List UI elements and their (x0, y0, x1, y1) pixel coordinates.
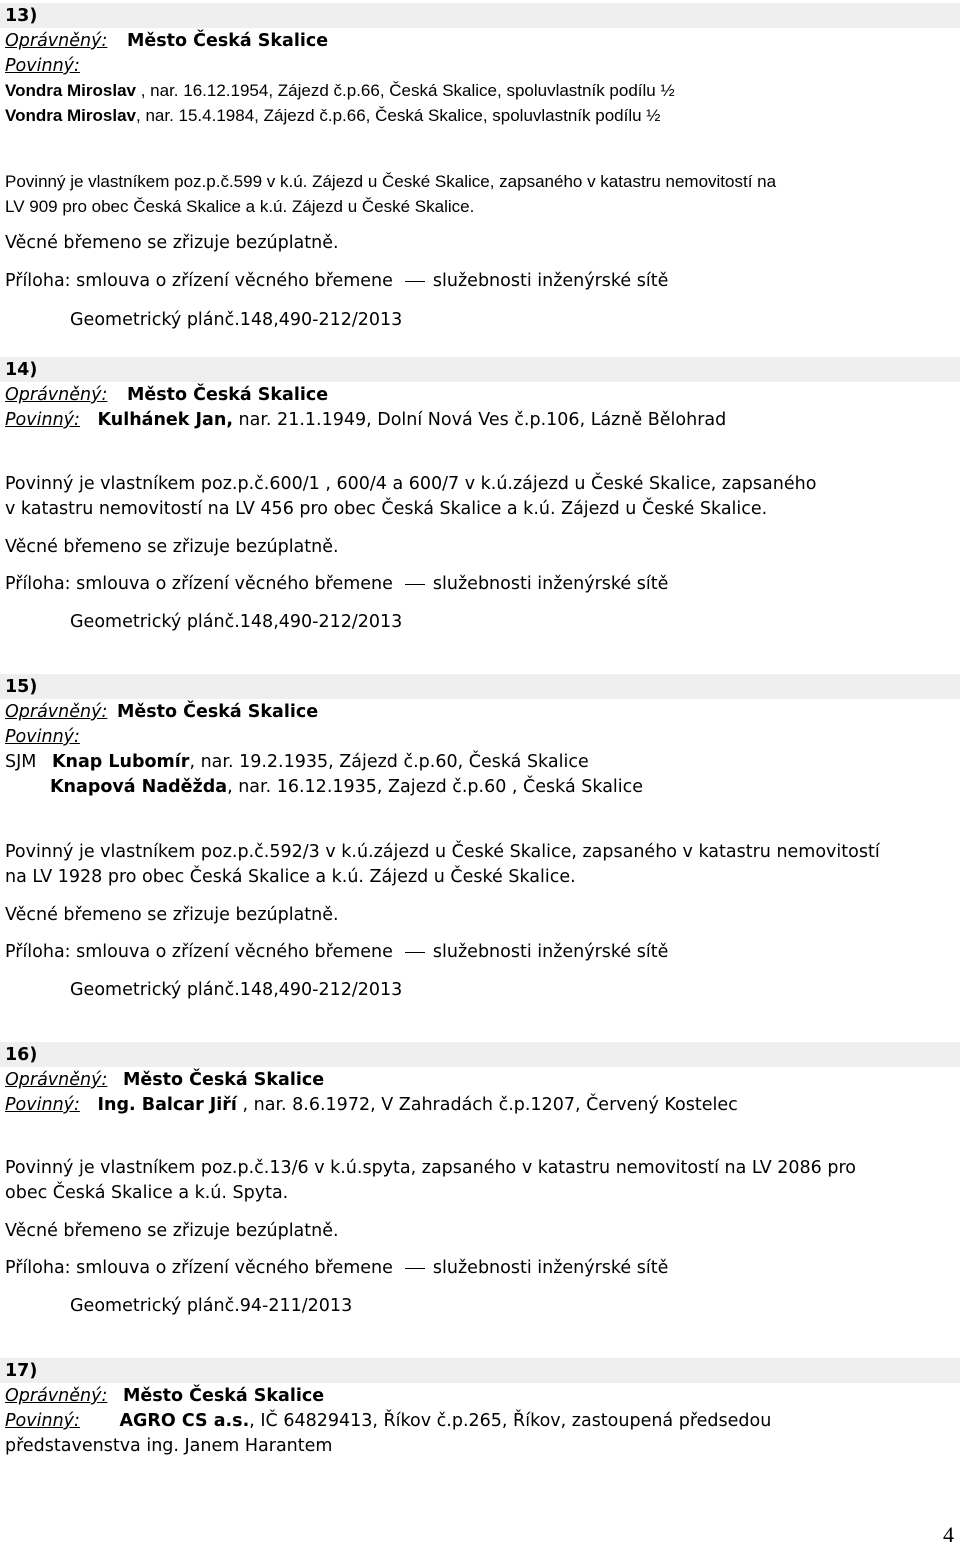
ownership-description: LV 909 pro obec Česká Skalice a k.ú. Zájezd u České Skalice. (5, 197, 475, 216)
owner-details: nar. 21.1.1949, Dolní Nová Ves č.p.106, Lázně Bělohrad (232, 410, 727, 430)
owner-name: Kulhánek Jan, (97, 410, 233, 430)
free-of-charge-note: Věcné břemeno se zřizuje bezúplatně. (5, 905, 339, 925)
ownership-description: Povinný je vlastníkem poz.p.č.13/6 v k.ú.spyta, zapsaného v katastru nemovitostí na LV 2086 pro (5, 1158, 856, 1178)
annex-label: Příloha: smlouva o zřízení věcného břemene (5, 942, 393, 962)
sjm-label: SJM (5, 752, 37, 772)
povinny-label: Povinný: (5, 56, 80, 76)
owner-name: Vondra Miroslav (5, 106, 136, 125)
owner-details-continued: představenstva ing. Janem Harantem (5, 1436, 333, 1456)
ownership-description: obec Česká Skalice a k.ú. Spyta. (5, 1183, 289, 1203)
owner-name: Vondra Miroslav (5, 81, 136, 100)
free-of-charge-note: Věcné břemeno se zřizuje bezúplatně. (5, 537, 339, 557)
owner-details: , IČ 64829413, Říkov č.p.265, Říkov, zastoupená předsedou (249, 1411, 772, 1431)
dash-divider (405, 281, 425, 282)
annex-label: Příloha: smlouva o zřízení věcného břemene (5, 271, 393, 291)
opravneny-label: Oprávněný: (5, 1070, 108, 1090)
opravneny-value: Město Česká Skalice (116, 702, 319, 722)
owner-name: Knapová Naděžda (50, 777, 228, 797)
section-number: 17) (5, 1361, 38, 1381)
dash-divider (405, 1268, 425, 1269)
opravneny-value: Město Česká Skalice (126, 31, 329, 51)
geometric-plan: Geometrický plánč.148,490-212/2013 (70, 980, 403, 1000)
section-header-band (0, 3, 960, 28)
annex-label: Příloha: smlouva o zřízení věcného břemene (5, 574, 393, 594)
section-header-band (0, 357, 960, 382)
owner-name: Ing. Balcar Jiří (97, 1095, 237, 1115)
povinny-label: Povinný: (5, 1095, 80, 1115)
dash-divider (405, 952, 425, 953)
povinny-label: Povinný: (5, 1411, 80, 1431)
ownership-description: Povinný je vlastníkem poz.p.č.599 v k.ú. Zájezd u České Skalice, zapsaného v katastru nemovitostí na (5, 172, 777, 191)
ownership-description: v katastru nemovitostí na LV 456 pro obec Česká Skalice a k.ú. Zájezd u České Skalice. (5, 499, 768, 519)
geometric-plan: Geometrický plánč.148,490-212/2013 (70, 310, 403, 330)
ownership-description: na LV 1928 pro obec Česká Skalice a k.ú. Zájezd u České Skalice. (5, 867, 576, 887)
opravneny-value: Město Česká Skalice (126, 385, 329, 405)
section-number: 15) (5, 677, 38, 697)
annex-label: Příloha: smlouva o zřízení věcného břemene (5, 1258, 393, 1278)
section-number: 13) (5, 6, 38, 26)
dash-divider (405, 584, 425, 585)
owner-details: , nar. 16.12.1954, Zájezd č.p.66, Česká Skalice, spoluvlastník podílu ½ (136, 81, 675, 100)
opravneny-label: Oprávněný: (5, 1386, 108, 1406)
page-number: 4 (943, 1522, 954, 1547)
section-header-band (0, 674, 960, 699)
section-number: 14) (5, 360, 38, 380)
annex-type: služebnosti inženýrské sítě (432, 271, 669, 291)
opravneny-label: Oprávněný: (5, 31, 108, 51)
owner-name: Knap Lubomír (51, 752, 190, 772)
ownership-description: Povinný je vlastníkem poz.p.č.600/1 , 600/4 a 600/7 v k.ú.zájezd u České Skalice, zapsaného (5, 474, 817, 494)
annex-type: služebnosti inženýrské sítě (432, 1258, 669, 1278)
annex-type: služebnosti inženýrské sítě (432, 574, 669, 594)
geometric-plan: Geometrický plánč.94-211/2013 (70, 1296, 353, 1316)
free-of-charge-note: Věcné břemeno se zřizuje bezúplatně. (5, 1221, 339, 1241)
povinny-label: Povinný: (5, 410, 80, 430)
free-of-charge-note: Věcné břemeno se zřizuje bezúplatně. (5, 233, 339, 253)
opravneny-value: Město Česká Skalice (122, 1386, 325, 1406)
section-number: 16) (5, 1045, 38, 1065)
opravneny-value: Město Česká Skalice (122, 1070, 325, 1090)
annex-type: služebnosti inženýrské sítě (432, 942, 669, 962)
povinny-label: Povinný: (5, 727, 80, 747)
owner-details: , nar. 16.12.1935, Zajezd č.p.60 , Česká Skalice (227, 777, 644, 797)
owner-details: , nar. 15.4.1984, Zájezd č.p.66, Česká Skalice, spoluvlastník podílu ½ (136, 106, 661, 125)
section-header-band (0, 1042, 960, 1067)
opravneny-label: Oprávněný: (5, 385, 108, 405)
owner-name: AGRO CS a.s. (119, 1411, 250, 1431)
section-header-band (0, 1358, 960, 1383)
geometric-plan: Geometrický plánč.148,490-212/2013 (70, 612, 403, 632)
opravneny-label: Oprávněný: (5, 702, 108, 722)
owner-details: , nar. 19.2.1935, Zájezd č.p.60, Česká Skalice (189, 752, 589, 772)
ownership-description: Povinný je vlastníkem poz.p.č.592/3 v k.ú.zájezd u České Skalice, zapsaného v katastru nemovitostí (5, 842, 880, 862)
owner-details: , nar. 8.6.1972, V Zahradách č.p.1207, Červený Kostelec (236, 1095, 738, 1115)
